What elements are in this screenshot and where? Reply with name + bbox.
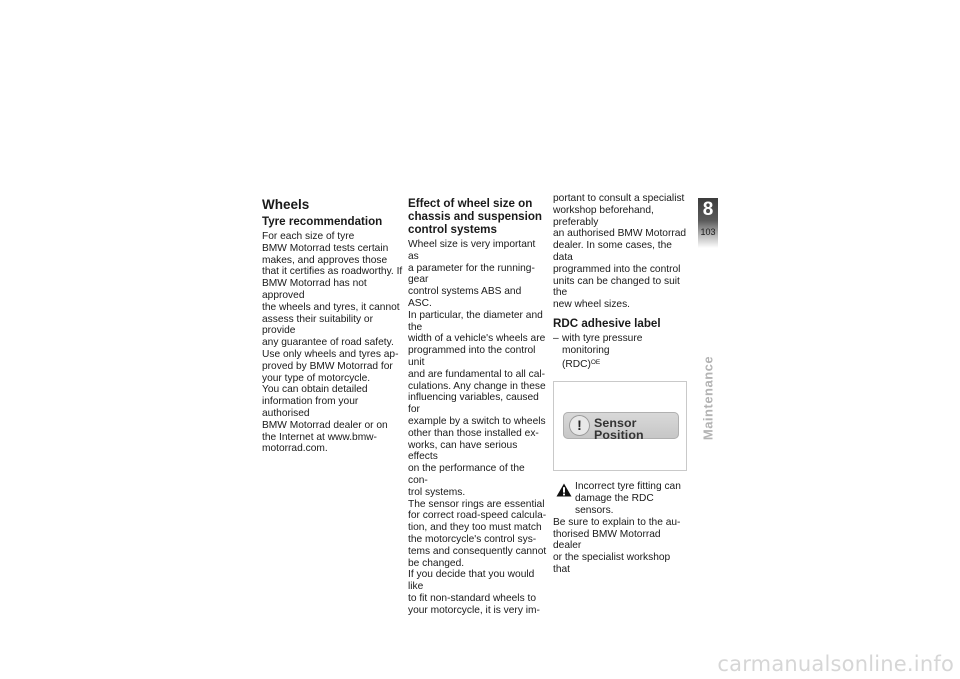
text-line: portant to consult a specialist (553, 193, 685, 204)
title-line: Effect of wheel size on (408, 197, 533, 210)
warning-notice (553, 481, 690, 516)
text-line: proved by BMW Motorrad for (262, 360, 393, 372)
text-line: programmed into the control unit (408, 345, 536, 368)
text-line: Wheel size is very important as (408, 239, 536, 262)
tyre-recommendation-text (262, 231, 405, 455)
text-line: on the performance of the con- (408, 463, 525, 486)
rdc-list-item (553, 333, 690, 370)
watermark: carmanualsonline.info (717, 652, 954, 676)
text-line: any guarantee of road safety. (262, 337, 394, 349)
chapter-title: Maintenance (700, 355, 716, 441)
text-line: and are fundamental to all cal- (408, 368, 546, 380)
text-line: units can be changed to suit the (553, 275, 680, 299)
warning-triangle-icon (556, 483, 572, 497)
text-line: motorrad.com. (262, 443, 328, 455)
text-line: works, can have serious effects (408, 439, 518, 463)
text-line: thorised BMW Motorrad dealer (553, 528, 661, 552)
list-dash: – (553, 332, 559, 344)
text-line: the wheels and tyres, it cannot (262, 301, 400, 313)
text-line: your motorcycle, it is very im- (408, 604, 540, 616)
text-line: control systems ABS and ASC. (408, 286, 522, 309)
text-line: example by a switch to wheels (408, 415, 546, 427)
sensor-position-label (563, 412, 679, 443)
chapter-title-vertical (700, 348, 716, 448)
text-line: BMW Motorrad dealer or on (262, 419, 388, 431)
text-line: width of a vehicle's wheels are (408, 333, 546, 345)
text-line: You can obtain detailed (262, 384, 368, 396)
chapter-number: 8 (702, 199, 714, 220)
title-line: chassis and suspension (408, 210, 543, 223)
text-line: trol systems. (408, 486, 466, 498)
text-line: an authorised BMW Motorrad (553, 228, 687, 240)
text-line: be changed. (408, 557, 465, 569)
text-line: new wheel sizes. (553, 299, 631, 311)
text-line: programmed into the control (553, 263, 681, 275)
text-line: makes, and approves those (262, 254, 388, 266)
text-line: culations. Any change in these (408, 380, 546, 392)
text-line: workshop beforehand, preferably (553, 204, 654, 228)
rdc-label-title: RDC adhesive label (553, 316, 661, 330)
text-line: tion, and they too must match (408, 522, 542, 534)
text-line: In particular, the diameter and the (408, 309, 543, 333)
text-line: tems and consequently cannot (408, 545, 547, 557)
text-line: dealer. In some cases, the data (553, 240, 672, 263)
text-line: other than those installed ex- (408, 427, 539, 439)
text-line: information from your authorised (262, 396, 359, 419)
rdc-label-illustration (553, 381, 687, 471)
wheel-size-effect-title (408, 197, 547, 236)
text-line: the Internet at www.bmw- (262, 431, 377, 443)
column-3 (553, 193, 690, 576)
column-1 (262, 197, 405, 455)
warning-followup-text (553, 517, 690, 576)
title-line: control systems (408, 223, 497, 236)
text-line: The sensor rings are essential (408, 498, 545, 510)
text-line: For each size of tyre (262, 231, 355, 242)
chapter-tab (698, 198, 718, 248)
text-line: Be sure to explain to the au- (553, 516, 681, 528)
text-line: damage the RDC sensors. (575, 493, 654, 516)
text-line: influencing variables, caused for (408, 392, 539, 416)
text-line: to fit non-standard wheels to (408, 592, 536, 604)
wheel-size-effect-text (408, 239, 547, 617)
text-line: that it certifies as roadworthy. If (262, 266, 403, 278)
text-line: with tyre pressure monitoring (562, 332, 643, 356)
chapter-heading: Wheels (262, 197, 310, 212)
text-line: your type of motorcycle. (262, 372, 371, 384)
text-line: Use only wheels and tyres ap- (262, 348, 399, 360)
page-number: 103 (700, 227, 716, 237)
text-line: BMW Motorrad tests certain (262, 242, 389, 254)
text-line: assess their suitability or provide (262, 313, 373, 337)
text-line: BMW Motorrad has not approved (262, 278, 367, 301)
text-line: a parameter for the running-gear (408, 262, 535, 286)
text-line: or the specialist workshop that (553, 552, 671, 575)
sensor-position-text: Sensor Position (594, 416, 644, 443)
continued-text (553, 193, 690, 311)
option-ex-works-marker: OE (590, 358, 601, 366)
text-line: the motorcycle's control sys- (408, 533, 537, 545)
column-2 (408, 197, 547, 617)
text-line: (RDC) (562, 358, 591, 370)
text-line: If you decide that you would like (408, 569, 535, 593)
text-line: Incorrect tyre fitting can (575, 481, 681, 493)
exclamation-icon: ! (569, 415, 590, 436)
tyre-recommendation-title: Tyre recommendation (262, 215, 383, 228)
text-line: for correct road-speed calcula- (408, 510, 547, 522)
